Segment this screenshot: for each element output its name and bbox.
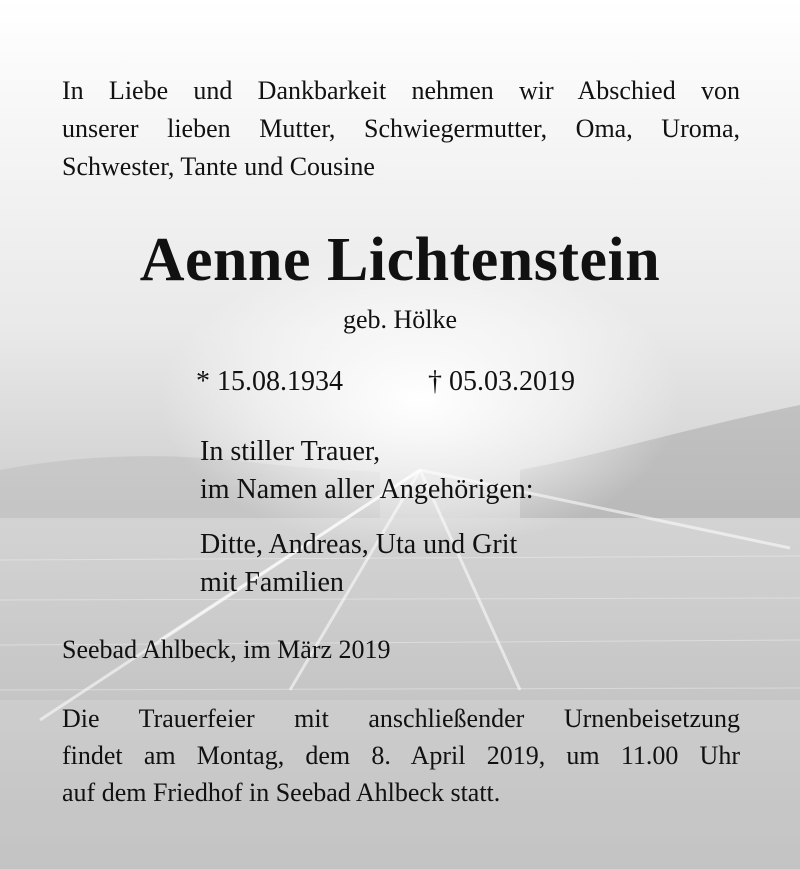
funeral-line: auf dem Friedhof in Seebad Ahlbeck statt. — [62, 778, 501, 807]
family-line: mit Familien — [200, 567, 344, 598]
maiden-name: geb. Hölke — [342, 305, 458, 334]
deceased-name: Aenne Lichtenstein — [139, 226, 661, 294]
family-names — [200, 526, 517, 602]
place-date: Seebad Ahlbeck, im März 2019 — [62, 635, 391, 664]
intro-line: unserer lieben Mutter, Schwiegermutter, Oma, Uroma, — [62, 114, 740, 143]
funeral-line: findet am Montag, dem 8. April 2019, um 11.00 Uhr — [62, 741, 740, 770]
intro-text — [62, 72, 740, 186]
mourning-line: In stiller Trauer, — [200, 436, 381, 467]
funeral-line: Die Trauerfeier mit anschließender Urnenbeisetzung — [62, 704, 740, 733]
death-date: † 05.03.2019 — [428, 366, 575, 397]
family-line: Ditte, Andreas, Uta und Grit — [200, 529, 518, 560]
funeral-info — [62, 700, 740, 811]
birth-date: * 15.08.1934 — [196, 366, 343, 397]
intro-line: In Liebe und Dankbarkeit nehmen wir Abschied von — [62, 76, 740, 105]
mourning-line: im Namen aller Angehörigen: — [200, 474, 534, 505]
intro-line: Schwester, Tante und Cousine — [62, 152, 375, 181]
mourning-statement — [200, 433, 534, 509]
